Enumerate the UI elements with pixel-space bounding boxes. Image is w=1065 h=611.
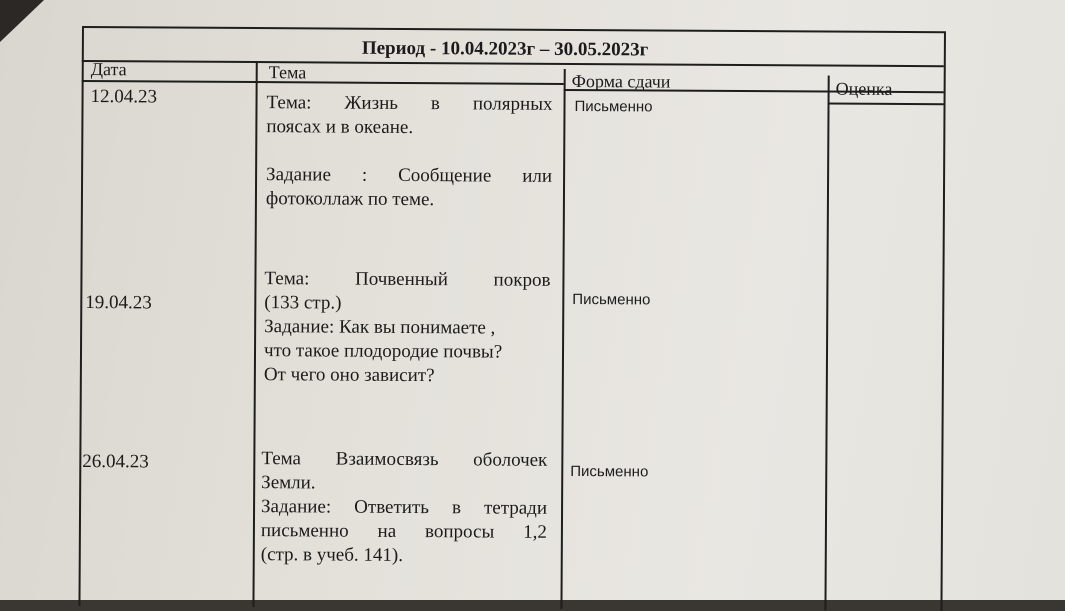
- row-date: 26.04.23: [82, 451, 149, 473]
- topic-word: Сообщение: [398, 164, 492, 187]
- topic-line: [266, 91, 552, 117]
- topic-line: [261, 447, 547, 473]
- header-topic: Тема: [268, 62, 307, 83]
- topic-word: тетради: [483, 497, 548, 519]
- topic-word: Жизнь: [344, 92, 399, 114]
- topic-line: фотоколлаж по теме.: [265, 188, 435, 211]
- topic-word: Ответить: [354, 496, 430, 519]
- topic-line: От чего оно зависит?: [263, 364, 435, 387]
- topic-word: оболочек: [473, 449, 548, 471]
- topic-line: [264, 267, 550, 293]
- topic-line: [266, 163, 552, 189]
- row-date: 19.04.23: [85, 292, 152, 314]
- topic-word: Взаимосвязь: [335, 448, 439, 471]
- topic-word: письменно: [260, 520, 349, 542]
- topic-word: 1,2: [523, 521, 547, 543]
- topic-word: вопросы: [425, 521, 495, 543]
- topic-line: (стр. в учеб. 141).: [260, 544, 404, 566]
- topic-line: поясах и в океане.: [266, 116, 414, 139]
- topic-line: [266, 139, 552, 165]
- row-topic: [261, 447, 548, 569]
- topic-line: (133 стр.): [264, 292, 342, 314]
- topic-line: [261, 519, 547, 545]
- header-form: Форма сдачи: [571, 70, 671, 92]
- row-topic: [266, 91, 553, 213]
- topic-word: или: [522, 165, 553, 187]
- topic-word: Тема: [261, 448, 302, 470]
- topic-line: [261, 495, 547, 521]
- row-form: Письменно: [574, 98, 653, 116]
- header-grade: Оценка: [835, 78, 893, 99]
- topic-word: покров: [493, 269, 551, 291]
- topic-word: Почвенный: [354, 268, 448, 291]
- topic-word: Задание:: [261, 496, 332, 518]
- row-topic: [264, 267, 551, 389]
- row-form: Письменно: [570, 462, 649, 481]
- topic-word: Тема:: [266, 92, 312, 114]
- row-form: Письменно: [572, 291, 651, 309]
- topic-line: что такое плодородие почвы?: [263, 340, 503, 363]
- topic-word: Задание: [266, 164, 331, 186]
- period-title: Период - 10.04.2023г – 30.05.2023г: [361, 37, 649, 61]
- topic-line: Задание: Как вы понимаете ,: [264, 316, 496, 339]
- topic-word: на: [377, 520, 397, 542]
- topic-word: Тема:: [264, 268, 310, 290]
- topic-word: в: [451, 497, 462, 519]
- topic-word: полярных: [472, 93, 553, 115]
- row-date: 12.04.23: [90, 86, 158, 108]
- topic-word: в: [430, 93, 441, 115]
- header-date: Дата: [90, 59, 127, 80]
- topic-line: Земли.: [261, 472, 316, 494]
- topic-word: :: [361, 164, 368, 186]
